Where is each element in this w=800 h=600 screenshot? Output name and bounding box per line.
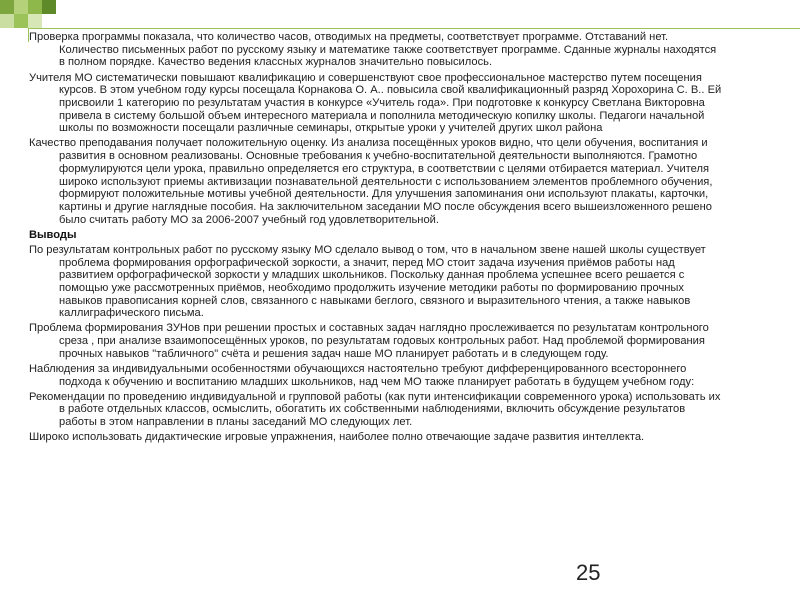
decor-square [28, 14, 42, 28]
paragraph: Учителя МО систематически повышают квалификацию и совершенствуют свое профессиональное мастерство путем посещения курсов. В этом учебном году курсы посещала Корнакова О. А.. повысила свой квалификационный разряд Хорохорина С. В.. Ей присвоили 1 категорию по результатам участия в конкурсе «Учитель года». При подготовке к конкурсу Светлана Викторовна привела в систему большой объем интересного материала и пополнила методическую копилку школы. Педагоги начальной школы по возможности посещали различные семинары, открытые уроки у учителей других школ района [29, 71, 722, 135]
conclusion-paragraph: Рекомендации по проведению индивидуальной и групповой работы (как пути интенсификации современного урока) использовать их в работе отдельных классов, осмыслить, обогатить их собственными наблюдениями, включить обсуждение результатов работы в этом направлении в планы заседаний МО следующих лет. [29, 390, 721, 429]
paragraph: Проверка программы показала, что количество часов, отводимых на предметы, соответствует программе. Отставаний нет. Количество письменных работ по русскому языку и математике также соответствует программе. Сданные журналы находятся в полном порядке. Качество ведения классных журналов значительно повысилось. [29, 31, 717, 69]
top-rule [28, 28, 800, 29]
page-number: 25 [576, 560, 601, 585]
paragraph: Качество преподавания получает положительную оценку. Из анализа посещённых уроков видно, что цели обучения, воспитания и развития в основном реализованы. Основные требования к учебно-воспитательной деятельности выполняются. Грамотно формулируются цели урока, правильно определяется его структура, в соответствии с целями отбирается материал. Учителя широко используют приемы активизации познавательной деятельности с использованием элементов проблемного обучения, формируют положительные мотивы учебной деятельности. Для улучшения запоминания они используют плакаты, карточки, картины и другие наглядные пособия. На заключительном заседании МО после обсуждения всего вышеизложенного решено было считать работу МО за 2006-2007 учебный год удовлетворительной. [29, 137, 713, 226]
conclusion-paragraph: По результатам контрольных работ по русскому языку МО сделало вывод о том, что в начальном звене нашей школы существует проблема формирования орфографической зоркости, а значит, перед МО стоит задача изучения приёмов работы над развитием орфографической зоркости у младших школьников. Поскольку данная проблема успешнее всего решается с помощью уже рассмотренных приёмов, необходимо продолжить изучение методики работы по формированию прочных навыков правописания корней слов, связанного с навыками беглого, связного и выразительного чтения, а также навыков каллиграфического письма. [29, 243, 706, 320]
conclusion-paragraph: Наблюдения за индивидуальными особенностями обучающихся настоятельно требуют дифференцированного всестороннего подхода к обучению и воспитанию младших школьников, над чем МО также планирует работать в будущем учебном году: [29, 362, 695, 388]
section-heading: Выводы [29, 228, 77, 241]
decor-square [0, 0, 14, 14]
decor-square [28, 0, 42, 14]
conclusion-paragraph: Широко использовать дидактические игровые упражнения, наиболее полно отвечающие задаче развития интеллекта. [29, 431, 645, 444]
slide-body [29, 31, 725, 446]
decor-square [0, 14, 14, 28]
decor-square [14, 14, 28, 28]
decor-square [14, 0, 28, 14]
corner-decoration [0, 0, 80, 28]
decor-square [42, 0, 56, 14]
conclusion-paragraph: Проблема формирования ЗУНов при решении простых и составных задач наглядно прослеживается по результатам контрольного среза , при анализе взаимопосещённых уроков, по результатам годовых контрольных работ. Над проблемой формирования прочных навыков "табличного" счёта и решения задач наше МО планирует работать и в следующем году. [29, 322, 709, 360]
